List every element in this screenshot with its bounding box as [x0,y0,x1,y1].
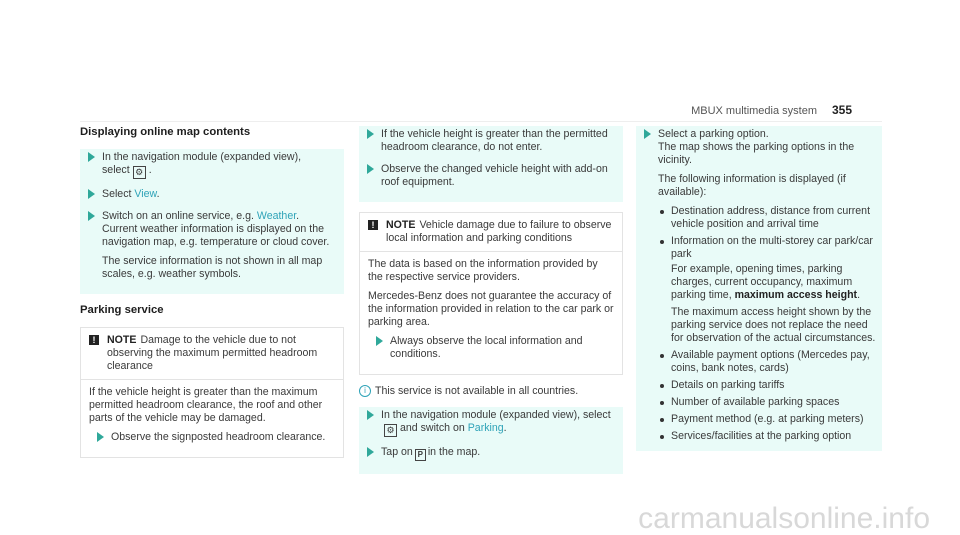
column-2 [359,126,623,474]
step [359,446,623,461]
step-text: Switch on an online service, e.g. [102,210,254,222]
warning-icon: ! [368,220,378,230]
arrow-icon [367,129,374,139]
step-text: . [503,422,507,434]
step [636,128,882,443]
section-heading: Parking service [80,304,164,316]
step-text: Tap on [381,446,413,458]
step-text: If the vehicle height is greater than the permitted headroom clearance, do not enter. [381,128,608,153]
paragraph: The following information is displayed (if available): [658,173,846,198]
paragraph: The map shows the parking options in the vicinity. [658,141,855,166]
note-box [80,327,344,458]
section-heading: Displaying online map contents [80,126,251,138]
note-body [81,379,343,457]
warning-icon: ! [89,335,99,345]
step [368,335,614,361]
paragraph: Current weather information is displayed on the navigation map, e.g. temperature or cloud cover. [102,223,330,248]
list-item: Details on parking tariffs [658,379,882,392]
note-header [81,328,343,379]
note-title: NOTE [386,219,416,231]
watermark: carmanualsonline.info [638,502,930,535]
step-text: Always observe the local information and conditions. [390,335,583,360]
step [80,151,344,179]
parking-link[interactable]: Parking [467,422,504,434]
list-item: Services/facilities at the parking option [658,430,882,443]
step-text: . [296,210,300,222]
paragraph: The data is based on the information provided by the respective service providers. [368,258,598,283]
note-text: Vehicle damage due to failure to observe local information and parking conditions [386,219,612,244]
step-text: in the map. [427,446,481,458]
header-rule [80,121,882,122]
step-text: Select [102,188,132,200]
paragraph: Mercedes-Benz does not guarantee the accuracy of the information provided in relation to the car park or parking area. [368,290,614,328]
list-item: Destination address, distance from current vehicle position and arrival time [658,205,882,231]
list-item: Available payment options (Mercedes pay, coins, bank notes, cards) [658,349,882,375]
arrow-icon [97,432,104,442]
arrow-icon [367,164,374,174]
step [80,188,344,201]
arrow-icon [367,410,374,420]
settings-icon: ⚙ [384,424,397,437]
list-item-text: Information on the multi-storey car park/car park [671,235,873,260]
sub-text: . [857,289,861,301]
note-box [359,212,623,375]
step-text: Observe the changed vehicle height with add-on roof equipment. [381,163,608,188]
sub-bold: maximum access height [734,289,858,301]
arrow-icon [88,152,95,162]
arrow-icon [376,336,383,346]
step-text: select [102,164,130,176]
list-item [658,235,882,345]
info-list [658,205,882,443]
list-item: Payment method (e.g. at parking meters) [658,413,882,426]
step [80,210,344,281]
arrow-icon [88,211,95,221]
info-icon: i [359,385,371,397]
instruction-band [359,407,623,474]
arrow-icon [88,189,95,199]
step-text: In the navigation module (expanded view), select [381,409,611,421]
step-text: In the navigation module (expanded view), [102,151,302,163]
view-link[interactable]: View [134,188,157,200]
step-text: Observe the signposted headroom clearance. [111,431,326,443]
instruction-band [636,126,882,451]
sub-paragraph [671,263,882,302]
page-number: 355 [831,103,852,117]
info-text: This service is not available in all countries. [375,385,579,397]
step-text: . [148,164,152,176]
sub-paragraph: The maximum access height shown by the parking service does not replace the need for observation of the actual circumstances. [671,306,876,344]
step-text: Select a parking option. [658,128,769,140]
settings-icon: ⚙ [133,166,146,179]
list-item: Number of available parking spaces [658,396,882,409]
column-1 [80,126,344,468]
step-text: and switch on [400,422,465,434]
instruction-band [80,149,344,294]
step [359,409,623,437]
column-3 [636,126,882,451]
note-body [360,251,622,374]
note-header [360,213,622,251]
step-text: . [156,188,160,200]
arrow-icon [644,129,651,139]
weather-link[interactable]: Weather [256,210,297,222]
sub-text: For example, opening times, parking charges, current occupancy, maximum parking time, [671,263,853,301]
paragraph: If the vehicle height is greater than the maximum permitted headroom clearance, the roof and other parts of the vehicle may be damaged. [89,386,323,424]
step [89,431,335,444]
header-title: MBUX multimedia system [691,105,817,117]
paragraph: The service information is not shown in all map scales, e.g. weather symbols. [102,255,323,280]
arrow-icon [367,447,374,457]
step [359,128,623,154]
instruction-band [359,126,623,202]
step [359,163,623,189]
note-title: NOTE [107,334,137,346]
parking-icon: P [415,449,426,461]
note-text: Damage to the vehicle due to not observing the maximum permitted headroom clearance [107,334,318,372]
info-line [359,385,623,398]
